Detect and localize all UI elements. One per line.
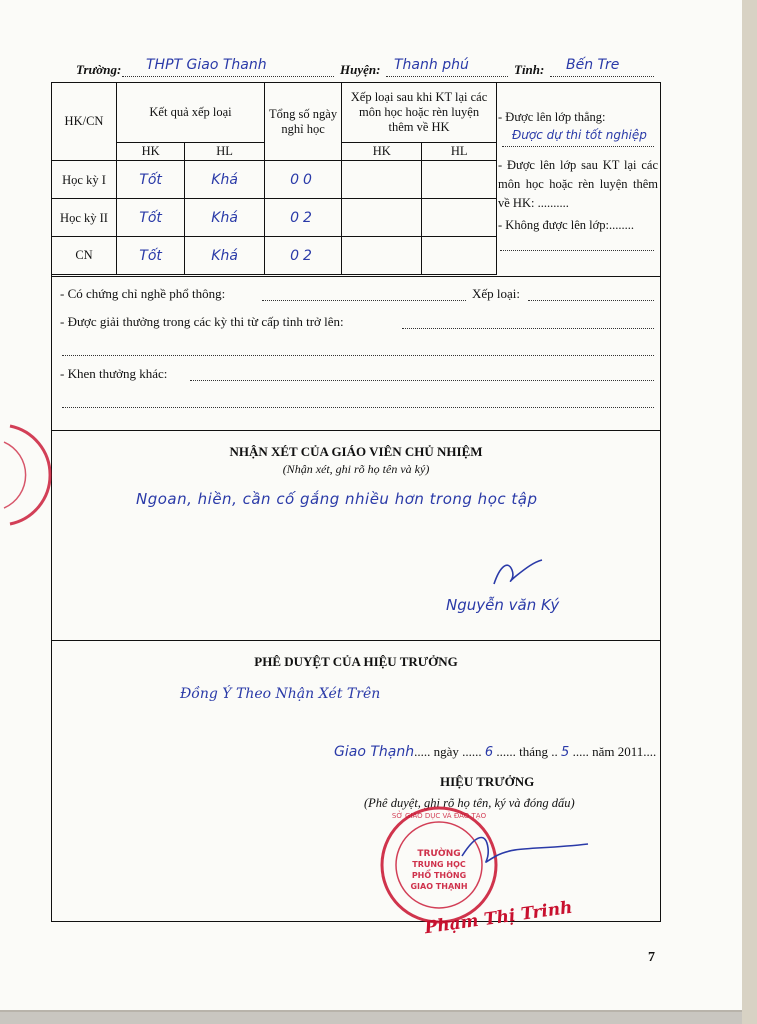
table-row: [52, 161, 497, 199]
page-edge: [742, 0, 757, 1024]
principal-signature: [456, 826, 596, 876]
date-year: 2011: [617, 744, 644, 759]
other-dots: [190, 380, 654, 381]
row-empty: [342, 237, 422, 275]
date-line: Giao Thạnh..... ngày ...... 6 ...... tháng .. 5 ..... năm 2011....: [334, 744, 657, 760]
svg-text:SỞ GIÁO DỤC VÀ ĐÀO TẠO: SỞ GIÁO DỤC VÀ ĐÀO TẠO: [391, 812, 487, 820]
header-result: Kết quả xếp loại: [117, 83, 265, 143]
promotion-direct-label: - Được lên lớp thẳng:: [498, 110, 606, 124]
date-day-label: ngày: [433, 744, 459, 759]
page-number: 7: [648, 950, 655, 965]
district-value: Thanh phú: [394, 57, 469, 73]
teacher-signature: [486, 556, 546, 590]
principal-name: Phạm Thị Trinh: [423, 897, 574, 939]
row-empty: [342, 161, 422, 199]
promotion-not-dots: [500, 250, 654, 251]
row-empty: [422, 161, 497, 199]
header-after-kt: Xếp loại sau khi KT lại các môn học hoặc rèn luyện thêm về HK: [342, 83, 497, 143]
row-absent: 02: [265, 199, 342, 237]
header-absent: Tổng số ngày nghỉ học: [265, 83, 342, 161]
promotion-not: - Không được lên lớp:........: [498, 218, 634, 232]
date-place: Giao Thạnh: [334, 744, 415, 760]
school-label: Trường:: [76, 62, 122, 77]
svg-text:GIAO THẠNH: GIAO THẠNH: [410, 882, 468, 891]
principal-approval: Đồng Ý Theo Nhận Xét Trên: [180, 686, 381, 702]
teacher-subtitle: (Nhận xét, ghi rõ họ tên và ký): [282, 462, 430, 476]
date-day: 6: [484, 745, 494, 760]
principal-title: PHÊ DUYỆT CỦA HIỆU TRƯỞNG: [254, 654, 458, 669]
sub-hl: HL: [185, 143, 265, 161]
rank-label: Xếp loại:: [472, 286, 521, 301]
province-value: Bến Tre: [566, 57, 620, 73]
award-label: - Được giải thưởng trong các kỳ thi từ cấp tỉnh trở lên:: [60, 314, 344, 329]
sub-hk: HK: [117, 143, 185, 161]
section-divider: [51, 276, 661, 277]
row-label: Học kỳ I: [52, 161, 117, 199]
sub-hl-2: HL: [422, 143, 497, 161]
row-hk: Tốt: [117, 161, 185, 199]
other-dots-2: [62, 407, 654, 408]
teacher-name: Nguyễn văn Ký: [446, 596, 560, 614]
date-year-label: năm: [592, 744, 615, 759]
promotion-direct-dots: [502, 146, 654, 147]
sub-hk-2: HK: [342, 143, 422, 161]
section-divider: [51, 430, 661, 431]
province-dots: [550, 76, 654, 77]
row-label: CN: [52, 237, 117, 275]
results-table: [51, 82, 497, 275]
promotion-direct-value: Được dự thi tốt nghiệp: [512, 128, 647, 142]
cert-dots: [262, 300, 466, 301]
row-empty: [422, 199, 497, 237]
row-hl: Khá: [185, 199, 265, 237]
teacher-title: NHẬN XÉT CỦA GIÁO VIÊN CHỦ NHIỆM: [229, 444, 483, 459]
header-hkcn: HK/CN: [52, 83, 117, 161]
school-dots: [122, 76, 334, 77]
row-label: Học kỳ II: [52, 199, 117, 237]
row-hk: Tốt: [117, 199, 185, 237]
row-hk: Tốt: [117, 237, 185, 275]
other-label: - Khen thưởng khác:: [60, 366, 168, 381]
row-empty: [342, 199, 422, 237]
district-label: Huyện:: [340, 62, 381, 77]
cert-label: - Có chứng chỉ nghề phổ thông:: [60, 286, 226, 301]
rank-dots: [528, 300, 654, 301]
row-hl: Khá: [185, 237, 265, 275]
table-row: [52, 199, 497, 237]
award-dots-2: [62, 355, 654, 356]
svg-text:TRƯỜNG: TRƯỜNG: [417, 849, 461, 859]
promotion-after-kt: - Được lên lớp sau KT lại các môn học hoặc rèn luyện thêm về HK: ..........: [498, 158, 658, 210]
table-row: [52, 237, 497, 275]
date-month: 5: [561, 745, 570, 760]
principal-role: HIỆU TRƯỞNG: [440, 774, 535, 789]
award-dots: [402, 328, 654, 329]
edge-stamp-fragment: [0, 420, 60, 530]
school-value: THPT Giao Thanh: [146, 57, 267, 73]
svg-text:PHỔ THÔNG: PHỔ THÔNG: [411, 871, 467, 880]
row-absent: 00: [265, 161, 342, 199]
row-absent: 02: [265, 237, 342, 275]
teacher-comment: Ngoan, hiền, cần cố gắng nhiều hơn trong học tập: [136, 490, 538, 508]
section-divider: [51, 640, 661, 641]
row-hl: Khá: [185, 161, 265, 199]
date-month-label: tháng: [519, 744, 549, 759]
svg-text:TRUNG HỌC: TRUNG HỌC: [412, 860, 466, 869]
principal-role-note: (Phê duyệt, ghi rõ họ tên, ký và đóng dấu): [364, 796, 575, 810]
row-empty: [422, 237, 497, 275]
province-label: Tỉnh:: [514, 62, 545, 77]
district-dots: [386, 76, 508, 77]
